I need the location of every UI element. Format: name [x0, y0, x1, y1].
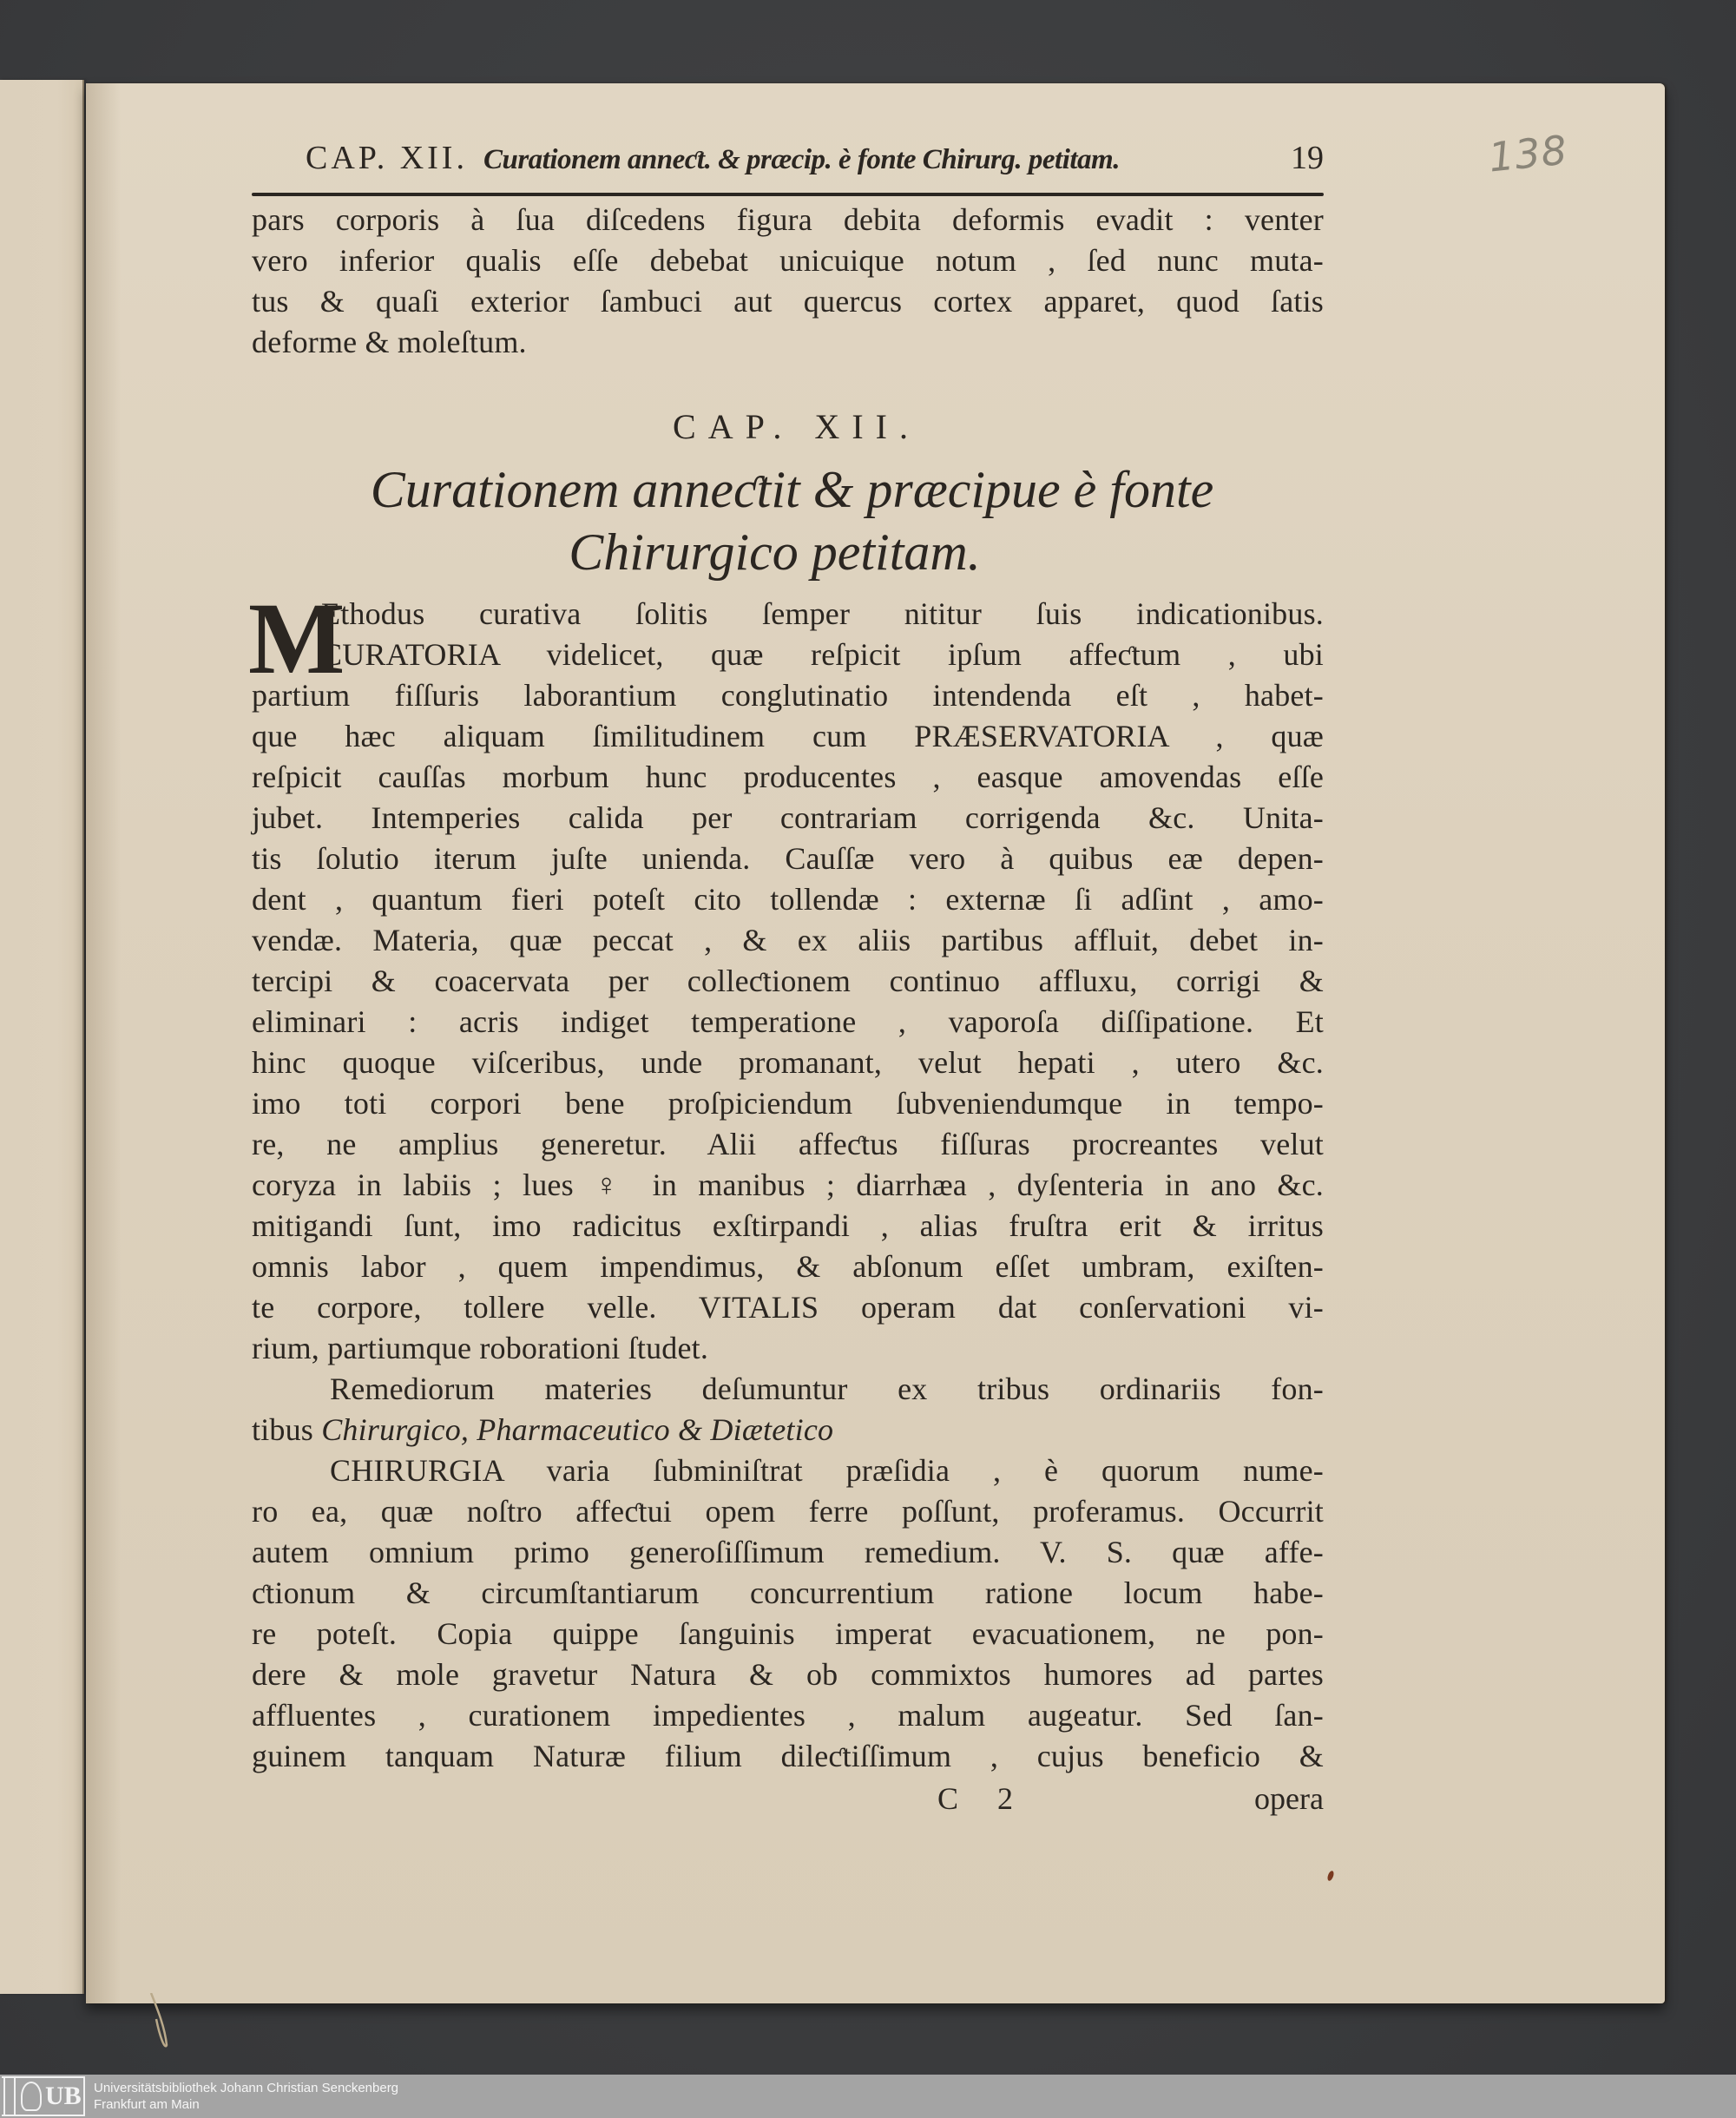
logo-portrait-icon: [21, 2082, 42, 2111]
text-line: ƈtionum & circumſtantiarum concurrentium ratione locum habe-: [252, 1575, 1324, 1610]
logo-text: UB: [45, 2082, 82, 2110]
text-line: te corpore, tollere velle. VITALIS operam dat conſervationi vi-: [252, 1290, 1324, 1325]
text-line: imo toti corpori bene proſpiciendum ſubveniendumque in tempo-: [252, 1086, 1324, 1121]
text-line: Ethodus curativa ſolitis ſemper nititur ſuis indicationibus.: [321, 596, 1324, 631]
page-foot: [252, 1780, 1324, 1832]
text-line: hinc quoque viſceribus, unde promanant, velut hepati , utero &c.: [252, 1045, 1324, 1080]
text-line: pars corporis à ſua diſcedens figura debita deformis evadit : venter: [252, 202, 1324, 237]
paragraph-1: [248, 582, 1324, 1369]
text-line: tercipi & coacervata per colleƈtionem continuo affluxu, corrigi &: [252, 964, 1324, 998]
text-line: rium, partiumque roborationi ſtudet.: [252, 1331, 709, 1365]
signature-mark: C 2: [937, 1781, 1029, 1816]
text-line: tus & quaſi exterior ſambuci aut quercus cortex apparet, quod ſatis: [252, 284, 1324, 319]
page-number: 19: [1291, 140, 1324, 176]
pencil-folio-number: 138: [1486, 126, 1570, 181]
paragraph-3: [252, 1450, 1324, 1777]
text-line: que hæc aliquam ſimilitudinem cum PRÆSERVATORIA , quæ: [252, 719, 1324, 753]
text-line: CHIRURGIA varia ſubminiſtrat præſidia , è quorum nume-: [330, 1453, 1324, 1488]
text-line: deforme & moleſtum.: [252, 325, 527, 359]
text-line: affluentes , curationem impedientes , malum augeatur. Sed ſan-: [252, 1698, 1324, 1733]
library-name-line-1: Universitätsbibliothek Johann Christian Senckenberg: [94, 2081, 399, 2095]
text-line: dent , quantum fieri poteſt cito tollendæ : externæ ſi adſint , amo-: [252, 882, 1324, 917]
running-head-title: Curationem anneƈt. & præcip. è fonte Chirurg. petitam.: [483, 144, 1120, 175]
header-rule: [252, 193, 1324, 196]
drop-cap: M: [248, 582, 345, 695]
text-line: [252, 1410, 1324, 1450]
chapter-label: CAP. XII.: [673, 407, 920, 446]
text-line: reſpicit cauſſas morbum hunc producentes , easque amovendas eſſe: [252, 760, 1324, 794]
text-line: re poteſt. Copia quippe ſanguinis imperat evacuationem, ne pon-: [252, 1616, 1324, 1651]
text-line: re, ne amplius generetur. Alii affeƈtus fiſſuras procreantes velut: [252, 1127, 1324, 1161]
library-footer-bar: [0, 2075, 1736, 2118]
text-line: mitigandi ſunt, imo radicitus exſtirpandi , alias fruſtra erit & irritus: [252, 1208, 1324, 1243]
chapter-title-line-2: Chirurgico petitam.: [569, 523, 981, 581]
text-span: tibus: [252, 1412, 322, 1447]
text-line: partium fiſſuris laborantium conglutinatio intendenda eſt , habet-: [252, 678, 1324, 713]
catchword: opera: [1254, 1781, 1324, 1816]
running-head-chapter: CAP. XII.: [306, 140, 468, 176]
ub-logo: [2, 2076, 85, 2116]
logo-columns-icon: [3, 2078, 16, 2115]
italic-sources: Chirurgico, Pharmaceutico & Diætetico: [321, 1412, 834, 1447]
library-name-line-2: Frankfurt am Main: [94, 2097, 200, 2112]
chapter-title: [252, 458, 1324, 583]
gutter-shadow: [86, 83, 121, 2003]
text-line: guinem tanquam Naturæ filium dileƈtiſſimum , cujus beneficio &: [252, 1739, 1324, 1773]
text-line: dere & mole gravetur Natura & ob commixtos humores ad partes: [252, 1657, 1324, 1692]
text-line: ro ea, quæ noſtro affeƈtui opem ferre poſſunt, proferamus. Occurrit: [252, 1494, 1324, 1529]
text-line: tis ſolutio iterum juſte unienda. Cauſſæ vero à quibus eæ depen-: [252, 841, 1324, 876]
text-line: CURATORIA videlicet, quæ reſpicit ipſum affeƈtum , ubi: [321, 637, 1324, 672]
text-line: vero inferior qualis eſſe debebat unicuique notum , ſed nunc muta-: [252, 243, 1324, 278]
facing-page-edge: [0, 80, 84, 1994]
opening-paragraph: [252, 200, 1324, 363]
text-line: omnis labor , quem impendimus, & abſonum eſſet umbram, exiſten-: [252, 1249, 1324, 1284]
text-line: coryza in labiis ; lues ♀ in manibus ; diarrhæa , dyſenteria in ano &c.: [252, 1168, 1324, 1202]
library-name: [94, 2080, 398, 2113]
text-line: vendæ. Materia, quæ peccat , & ex aliis partibus affluit, debet in-: [252, 923, 1324, 957]
text-line: autem omnium primo generoſiſſimum remedium. V. S. quæ affe-: [252, 1535, 1324, 1569]
text-line: jubet. Intemperies calida per contrariam corrigenda &c. Unita-: [252, 800, 1324, 835]
paragraph-2: [252, 1369, 1324, 1450]
page-text: [248, 139, 1324, 1832]
text-line: Remediorum materies deſumuntur ex tribus ordinariis fon-: [330, 1371, 1324, 1406]
text-line: eliminari : acris indiget temperatione , vaporoſa diſſipatione. Et: [252, 1004, 1324, 1039]
running-head: [252, 139, 1324, 187]
chapter-title-line-1: Curationem anneƈtit & præcipue è fonte: [370, 461, 1214, 518]
binding-thread: [148, 1993, 174, 2054]
